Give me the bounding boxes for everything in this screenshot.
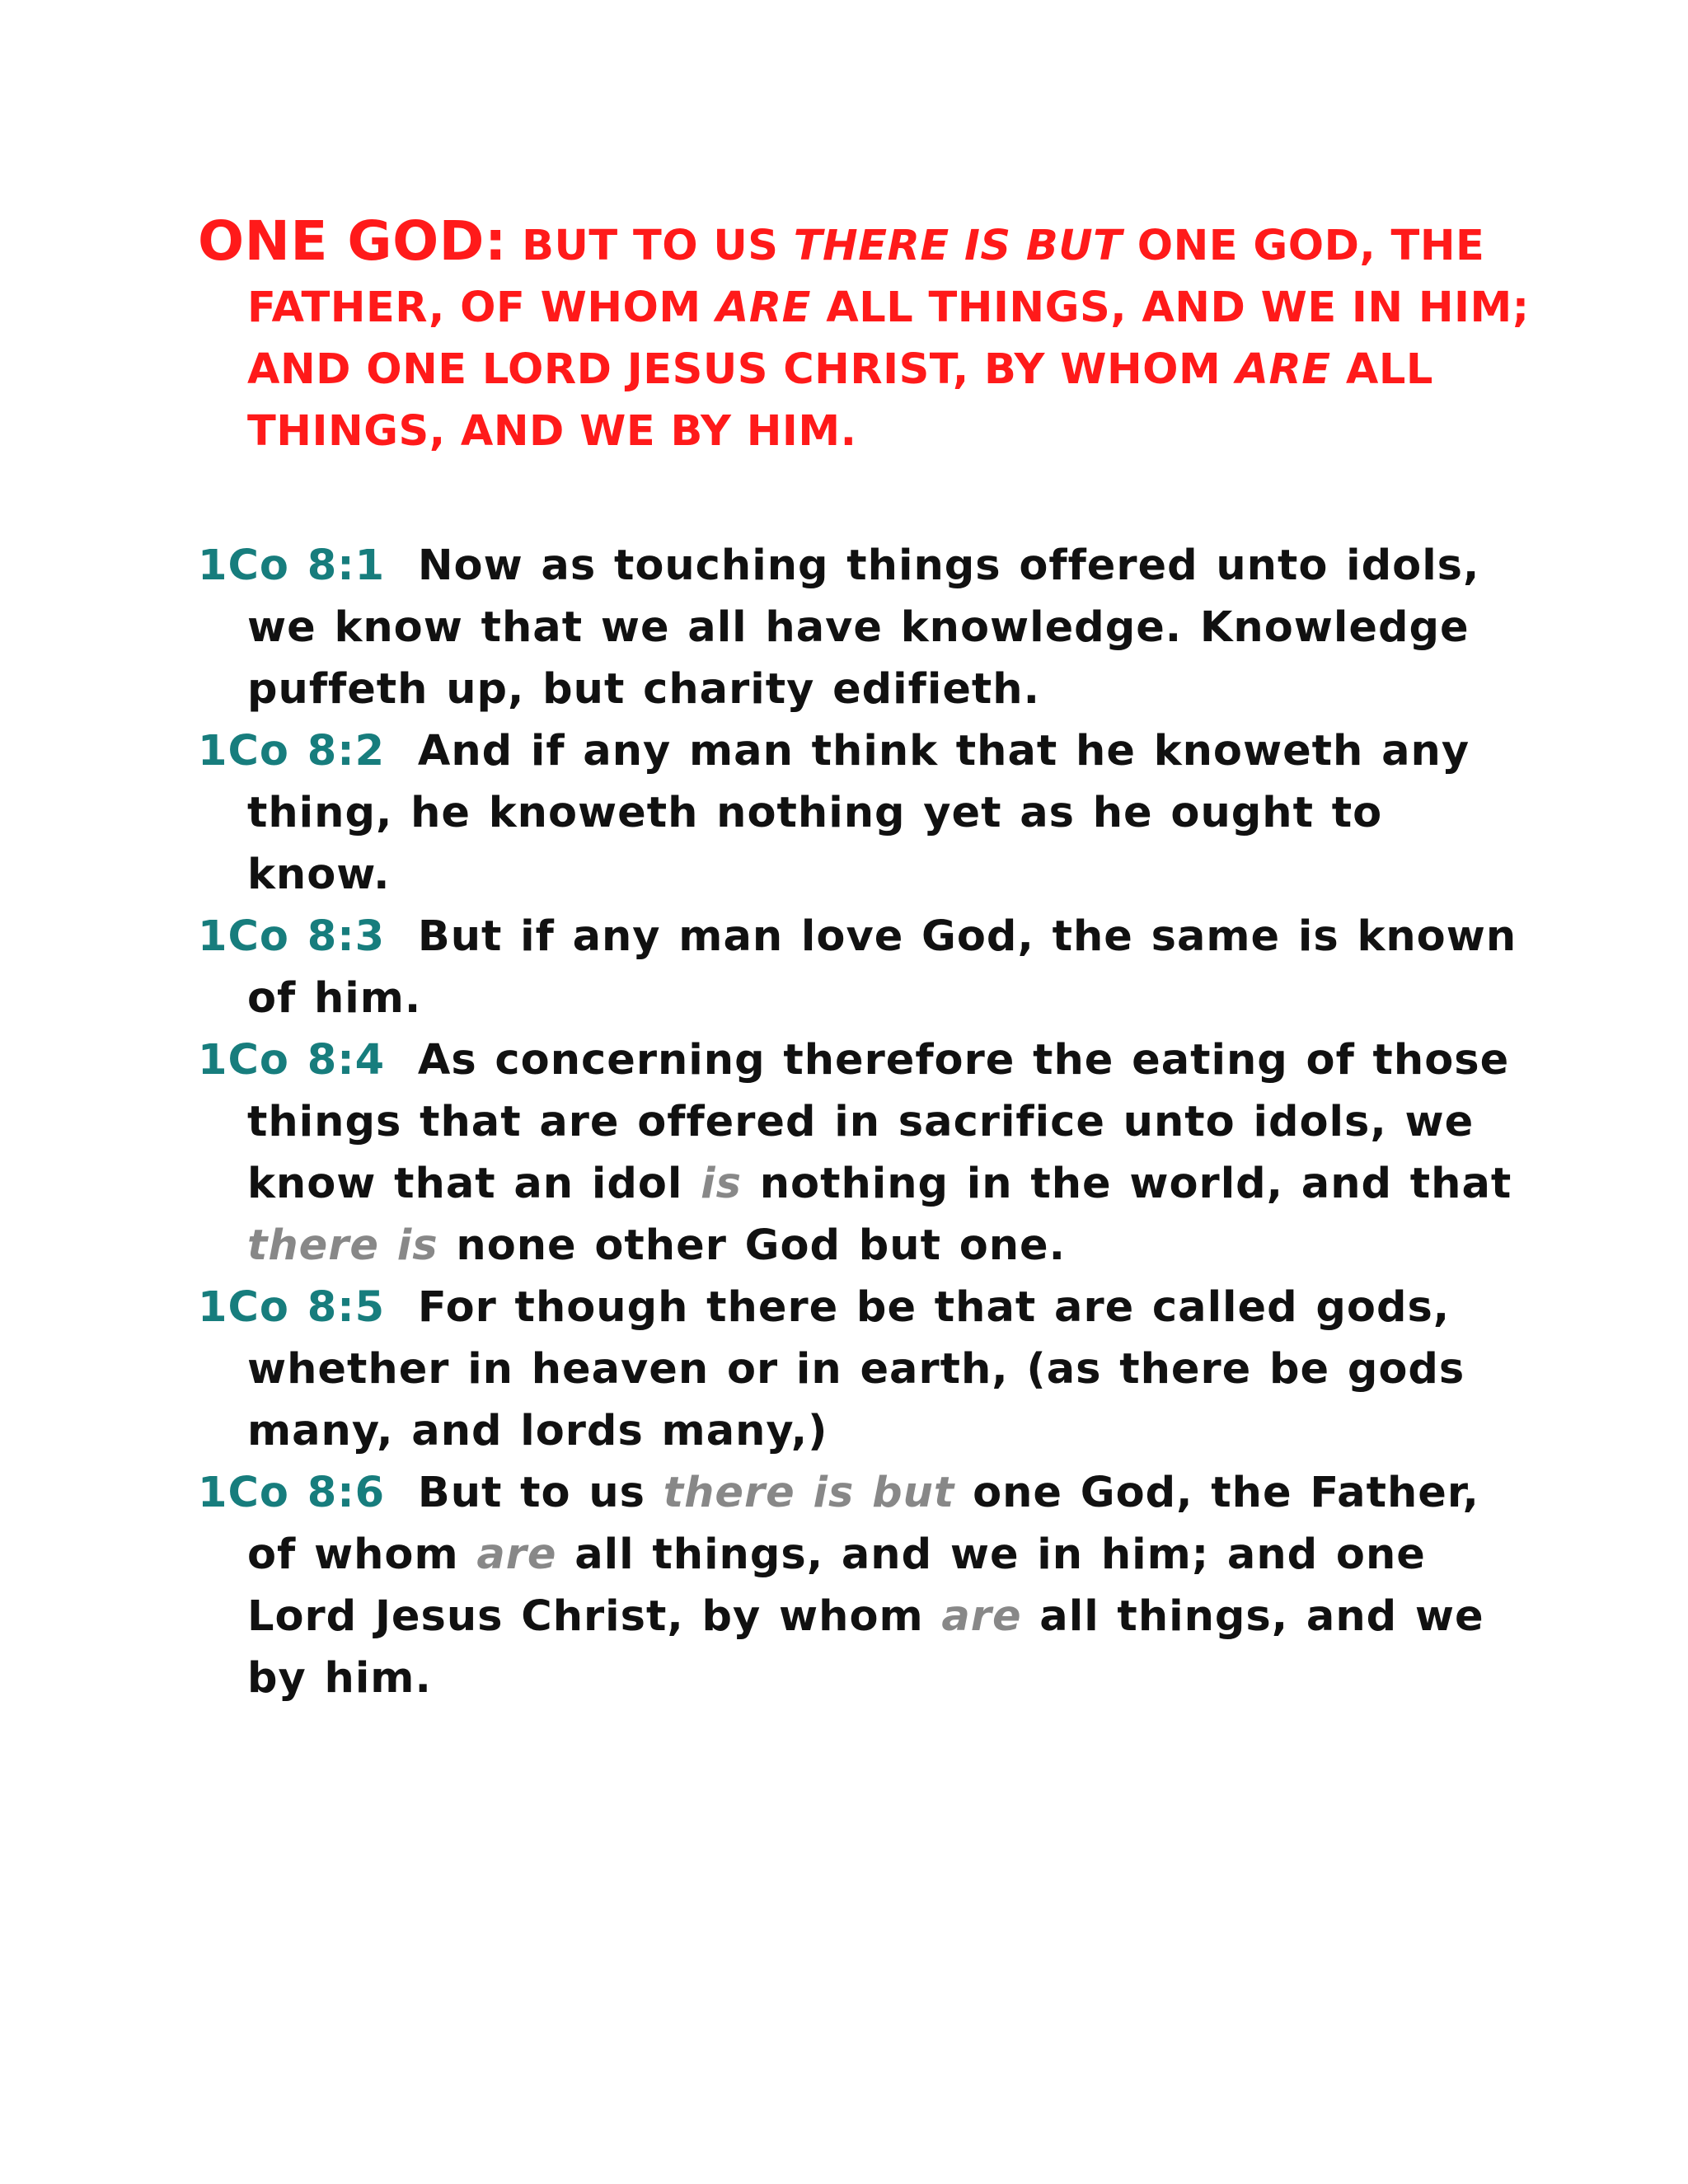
verse-reference: 1Co 8:4 [198,1036,386,1085]
supplied-word: there is but [663,1469,955,1517]
heading-title: ONE GOD: [198,209,507,273]
verse-4 [198,1029,1533,1277]
verse-text: one God, the Father, of whom [247,1469,1479,1579]
supplied-word: are [476,1530,557,1579]
supplied-word: is [701,1160,742,1208]
verse-text: nothing in the world, and that [741,1160,1512,1208]
heading-text: BUT TO US [506,222,794,270]
heading-italic-text: ARE [1236,345,1331,394]
supplied-word: are [941,1592,1022,1641]
verse-text: But to us [417,1469,663,1517]
heading-italic-text: THERE IS BUT [793,222,1123,270]
page-heading [198,210,1533,462]
heading-text: ONE GOD, THE FATHER, OF WHOM [247,222,1485,332]
heading-text: ALL THINGS, AND WE BY HIM. [247,345,1433,456]
verse-1 [198,535,1533,720]
heading-italic-text: ARE [715,284,811,332]
verse-reference: 1Co 8:6 [198,1469,386,1517]
document-page [198,210,1533,1709]
verse-reference: 1Co 8:1 [198,541,386,590]
verse-2 [198,720,1533,906]
verse-text: For though there be that are called gods, whether in heaven or in earth, (as there be gods many, and lords many,) [247,1283,1465,1455]
verse-text: all things, and we in him; and one Lord Jesus Christ, by whom [247,1530,1426,1641]
verse-text: And if any man think that he knoweth any thing, he knoweth nothing yet as he ought to know. [247,727,1470,899]
verse-text: Now as touching things offered unto idols, we know that we all have knowledge. Knowledge puffeth up, but charity edifieth. [247,541,1480,714]
heading-text: ALL THINGS, AND WE IN HIM; AND ONE LORD JESUS CHRIST, BY WHOM [247,284,1530,394]
verse-5 [198,1277,1533,1462]
verse-reference: 1Co 8:3 [198,912,386,961]
verse-3 [198,906,1533,1029]
verse-text: all things, and we by him. [247,1592,1484,1703]
verse-text: As concerning therefore the eating of those things that are offered in sacrifice unto idols, we know that an idol [247,1036,1510,1208]
supplied-word: there is [247,1221,438,1270]
verse-6 [198,1462,1533,1709]
verse-reference: 1Co 8:5 [198,1283,386,1332]
verse-text: none other God but one. [438,1221,1067,1270]
verse-text: But if any man love God, the same is known of him. [247,912,1517,1023]
verse-reference: 1Co 8:2 [198,727,386,776]
